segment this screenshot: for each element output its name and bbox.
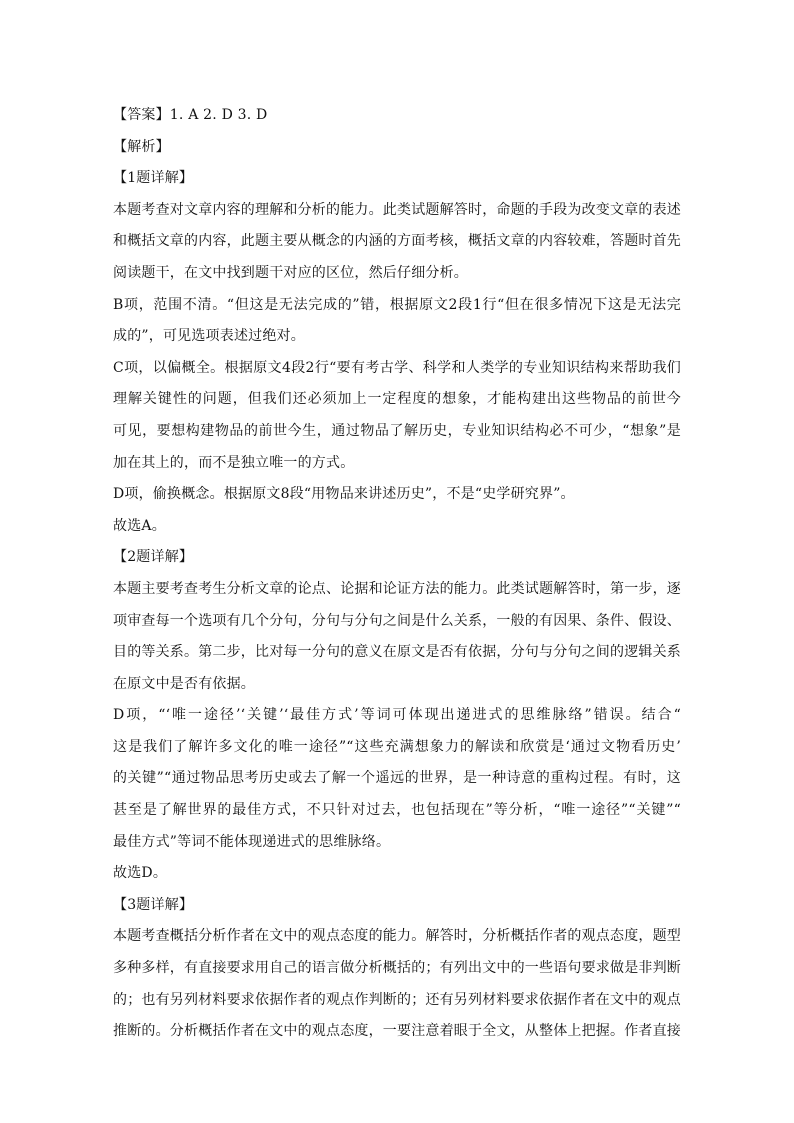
text-line: 甚至是了解世界的最佳方式，不只针对过去，也包括现在”等分析，“唯一途径”“关键”“ xyxy=(113,802,681,819)
text-line: 可见，要想构建物品的前世今生，通过物品了解历史，专业知识结构必不可少，“想象”是 xyxy=(113,422,681,439)
text-line: 和概括文章的内容，此题主要从概念的内涵的方面考核，概括文章的内容较难，答题时首先 xyxy=(113,233,681,250)
text-line: C项，以偏概全。根据原文4段2行“要有考古学、科学和人类学的专业知识结构来帮助我们 xyxy=(113,359,681,376)
text-line: 最佳方式”等词不能体现递进式的思维脉络。 xyxy=(113,833,391,850)
text-line: 本题考查对文章内容的理解和分析的能力。此类试题解答时，命题的手段为改变文章的表述 xyxy=(113,201,681,218)
text-line: 本题主要考查考生分析文章的论点、论据和论证方法的能力。此类试题解答时，第一步，逐 xyxy=(113,580,681,597)
question-3-heading: 【3题详解】 xyxy=(113,896,194,913)
analysis-heading: 【解析】 xyxy=(113,138,170,155)
text-line: B项，范围不清。“但这是无法完成的”错，根据原文2段1行“但在很多情况下这是无法完 xyxy=(113,296,681,313)
text-line: 项审查每一个选项有几个分句，分句与分句之间是什么关系，一般的有因果、条件、假设、 xyxy=(113,612,681,629)
text-line: 成的”，可见选项表述过绝对。 xyxy=(113,328,305,345)
text-line: 阅读题干，在文中找到题干对应的区位，然后仔细分析。 xyxy=(113,264,468,281)
text-line: D项，“‘唯一途径’‘关键’‘最佳方式’等词可体现出递进式的思维脉络”错误。结合“ xyxy=(113,707,681,724)
question-1-heading: 【1题详解】 xyxy=(113,170,194,187)
text-line: 多种多样，有直接要求用自己的语言做分析概括的；有列出文中的一些语句要求做是非判断 xyxy=(113,960,681,977)
text-line: 理解关键性的问题，但我们还必须加上一定程度的想象，才能构建出这些物品的前世今 xyxy=(113,391,681,408)
conclusion-line: 故选D。 xyxy=(113,865,168,882)
conclusion-line: 故选A。 xyxy=(113,517,166,534)
text-line: 这是我们了解许多文化的唯一途径”“这些充满想象力的解读和欣赏是‘通过文物看历史’ xyxy=(113,738,681,755)
question-2-heading: 【2题详解】 xyxy=(113,549,194,566)
text-line: 的关键”“通过物品思考历史或去了解一个遥远的世界，是一种诗意的重构过程。有时，这 xyxy=(113,770,681,787)
answer-analysis-text xyxy=(113,100,681,1048)
text-line: 推断的。分析概括作者在文中的观点态度，一要注意着眼于全文，从整体上把握。作者直接 xyxy=(113,1023,681,1040)
text-line: D项，偷换概念。根据原文8段“用物品来讲述历史”，不是“史学研究界”。 xyxy=(113,486,575,503)
answer-line: 【答案】1. A 2. D 3. D xyxy=(113,107,268,123)
text-line: 在原文中是否有依据。 xyxy=(113,675,255,692)
text-line: 本题考查概括分析作者在文中的观点态度的能力。解答时，分析概括作者的观点态度，题型 xyxy=(113,928,681,945)
text-line: 加在其上的，而不是独立唯一的方式。 xyxy=(113,454,355,471)
text-line: 的；也有另列材料要求依据作者的观点作判断的；还有另列材料要求依据作者在文中的观点 xyxy=(113,991,681,1008)
text-line: 目的等关系。第二步，比对每一分句的意义在原文是否有依据，分句与分句之间的逻辑关系 xyxy=(113,644,681,661)
